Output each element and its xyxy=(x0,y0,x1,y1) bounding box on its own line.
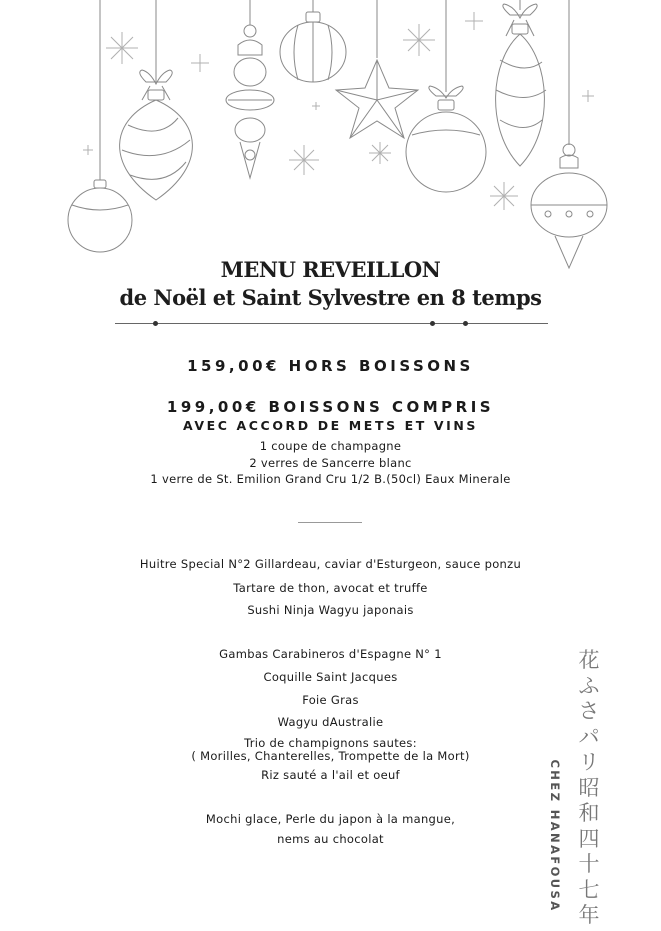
round-ball-ornament-icon xyxy=(68,180,132,252)
finial-ornament-icon xyxy=(226,25,274,178)
drink-item: 1 coupe de champagne xyxy=(259,439,402,453)
divider-dot xyxy=(430,321,435,326)
bow-ball-ornament-icon xyxy=(406,86,486,192)
restaurant-kanji-name xyxy=(574,648,604,929)
kanji-char: 花 xyxy=(578,648,600,672)
dish-item: Wagyu dAustralie xyxy=(277,715,384,729)
kanji-char: パ xyxy=(578,724,600,749)
elongated-swirl-ornament-icon xyxy=(496,4,546,166)
drink-item: 1 verre de St. Emilion Grand Cru 1/2 B.(50cl) Eaux Minerale xyxy=(150,472,511,486)
section-divider xyxy=(298,522,362,523)
kanji-char: さ xyxy=(578,699,600,723)
dish-item: Sushi Ninja Wagyu japonais xyxy=(247,603,414,617)
dish-item: Trio de champignons sautes: xyxy=(244,736,417,750)
dish-item: Huitre Special N°2 Gillardeau, caviar d'Esturgeon, sauce ponzu xyxy=(139,557,522,571)
kanji-char: 七 xyxy=(578,877,600,902)
dessert-item: Mochi glace, Perle du japon à la mangue, xyxy=(205,812,456,826)
dish-item: Gambas Carabineros d'Espagne N° 1 xyxy=(219,647,442,661)
dessert-item: nems au chocolat xyxy=(277,832,384,846)
drink-item: 2 verres de Sancerre blanc xyxy=(249,456,412,470)
menu-subtitle: de Noël et Saint Sylvestre en 8 temps xyxy=(119,285,542,310)
star-ornament-icon xyxy=(336,60,418,138)
kanji-char: 和 xyxy=(578,801,600,825)
restaurant-name: CHEZ HANAFOUSA xyxy=(548,759,562,913)
kanji-char: 四 xyxy=(578,826,600,851)
dish-item: ( Morilles, Chanterelles, Trompette de la Mort) xyxy=(191,749,470,763)
dish-item: Coquille Saint Jacques xyxy=(263,670,398,684)
drop-ornament-icon xyxy=(531,144,607,268)
kanji-char: 昭 xyxy=(578,775,600,800)
christmas-ornaments-illustration xyxy=(0,0,661,280)
kanji-char: リ xyxy=(578,750,600,774)
kanji-char: 年 xyxy=(578,903,600,927)
price-with-drinks: 199,00€ BOISSONS COMPRIS xyxy=(166,398,495,416)
divider-dot xyxy=(153,321,158,326)
swirl-ornament-icon xyxy=(120,70,193,200)
dish-item: Foie Gras xyxy=(302,693,359,707)
kanji-char: 十 xyxy=(578,852,600,876)
menu-title: MENU REVEILLON xyxy=(220,257,441,282)
dish-item: Tartare de thon, avocat et truffe xyxy=(233,581,428,595)
divider-dot xyxy=(463,321,468,326)
price-without-drinks: 159,00€ HORS BOISSONS xyxy=(187,357,474,375)
title-divider xyxy=(115,323,548,324)
kanji-char: ふ xyxy=(578,673,600,698)
striped-ornament-icon xyxy=(280,12,346,82)
dish-item: Riz sauté a l'ail et oeuf xyxy=(261,768,400,782)
wine-pairing-note: AVEC ACCORD DE METS ET VINS xyxy=(182,418,479,433)
snowflake-icon xyxy=(83,12,594,210)
